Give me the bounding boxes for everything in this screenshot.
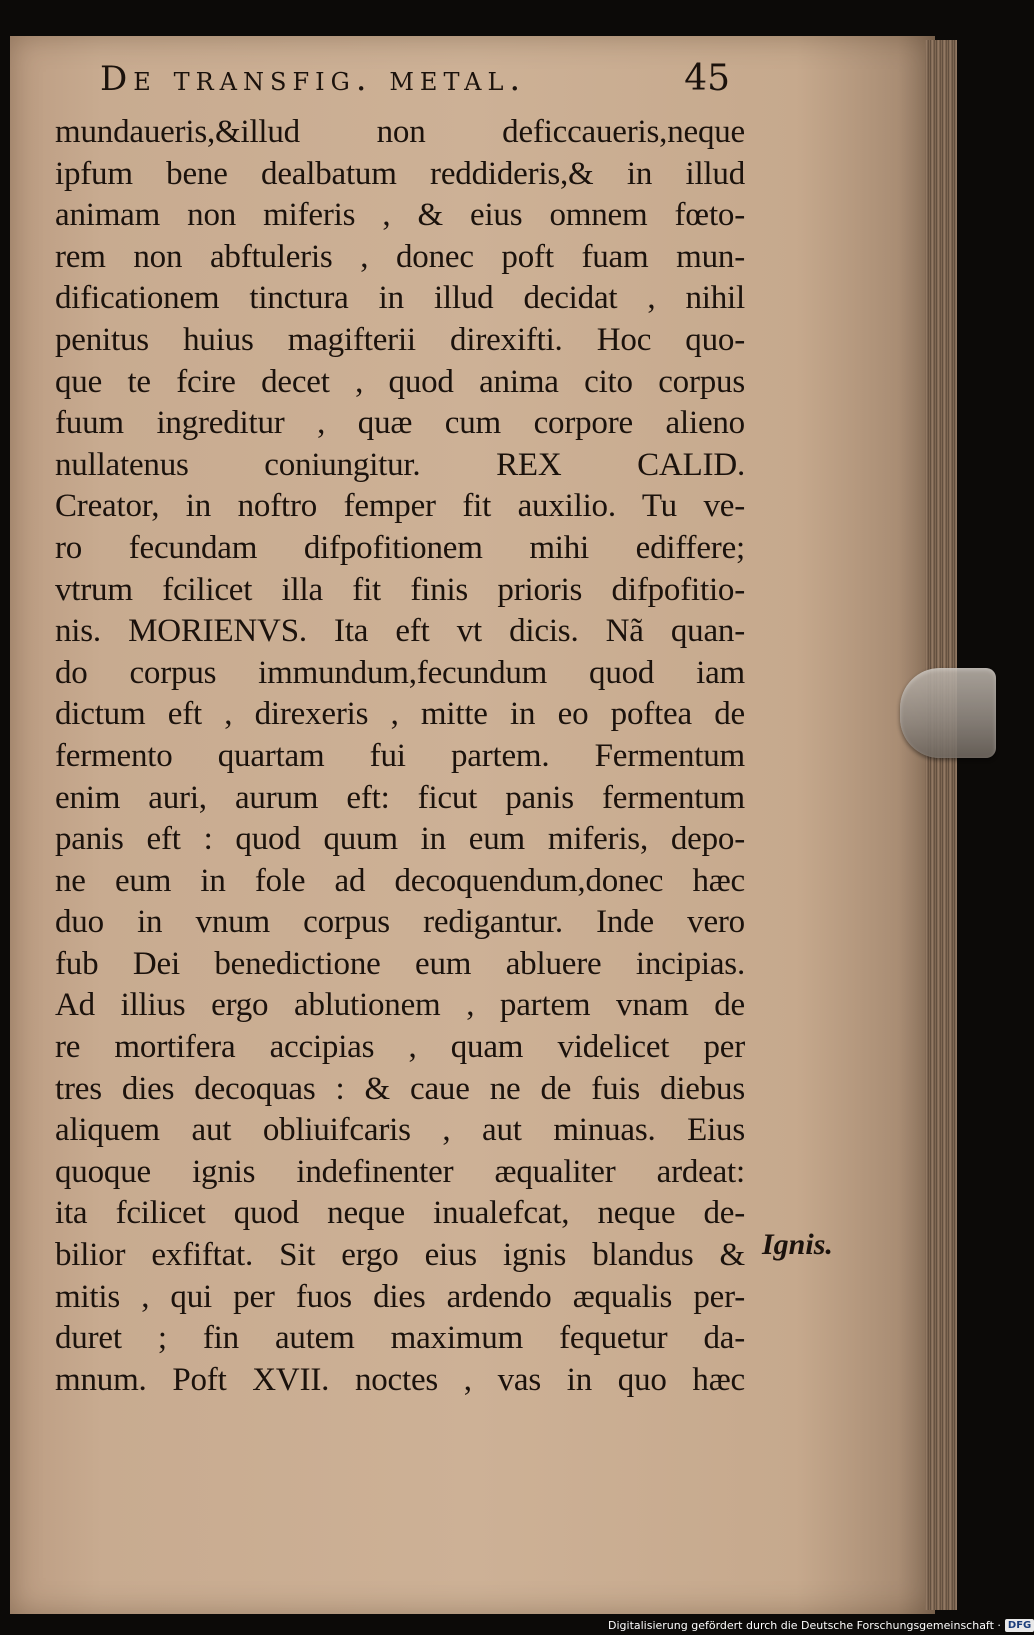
text-line: mnum. Poft XVII. noctes , vas in quo hæc	[55, 1361, 745, 1398]
digitization-credit	[608, 1617, 1034, 1633]
text-line: quoque ignis indefinenter æqualiter ardeat:	[55, 1153, 745, 1190]
marginal-note: Ignis.	[762, 1228, 833, 1261]
text-line: rem non abftuleris , donec poft fuam mun-	[55, 238, 745, 275]
text-line: bilior exfiftat. Sit ergo eius ignis blandus &	[55, 1237, 745, 1274]
text-line: aliquem aut obliuifcaris , aut minuas. Eius	[55, 1112, 745, 1149]
text-line: nis. MORIENVS. Ita eft vt dicis. Nã quan-	[55, 613, 745, 650]
text-line: fuum ingreditur , quæ cum corpore alieno	[55, 405, 745, 442]
text-line: duo in vnum corpus redigantur. Inde vero	[55, 904, 745, 941]
text-line: dictum eft , direxeris , mitte in eo poftea de	[55, 696, 745, 733]
body-text	[55, 112, 745, 1401]
text-line: mitis , qui per fuos dies ardendo æqualis per-	[55, 1278, 745, 1315]
text-line: ne eum in fole ad decoquendum,donec hæc	[55, 862, 745, 899]
text-line: dificationem tinctura in illud decidat , nihil	[55, 280, 745, 317]
bookmark-tab	[900, 668, 996, 758]
credit-text: Digitalisierung gefördert durch die Deutsche Forschungsgemeinschaft ·	[608, 1618, 1001, 1632]
page-header	[100, 58, 730, 108]
text-line: duret ; fin autem maximum fequetur da-	[55, 1320, 745, 1357]
text-line: mundaueris,&illud non deficcaueris,neque	[55, 114, 745, 150]
text-line: animam non miferis , & eius omnem fœto-	[55, 197, 745, 234]
text-line: enim auri, aurum eft: ficut panis fermentum	[55, 779, 745, 816]
text-line: ita fcilicet quod neque inualefcat, neque de-	[55, 1195, 745, 1232]
text-line: panis eft : quod quum in eum miferis, depo-	[55, 821, 745, 858]
text-line: penitus huius magifterii direxifti. Hoc quo-	[55, 321, 745, 358]
text-line: do corpus immundum,fecundum quod iam	[55, 654, 745, 691]
text-line: que te fcire decet , quod anima cito corpus	[55, 363, 745, 400]
text-line: re mortifera accipias , quam videlicet per	[55, 1029, 745, 1066]
text-line: ipfum bene dealbatum reddideris,& in illud	[55, 155, 745, 192]
running-title: De transfig. metal.	[100, 59, 527, 99]
page-edges	[925, 40, 957, 1610]
text-line: nullatenus coniungitur. REX CALID.	[55, 446, 745, 483]
text-line: Creator, in noftro femper fit auxilio. Tu ve-	[55, 488, 745, 525]
text-line: vtrum fcilicet illa fit finis prioris difpofitio-	[55, 571, 745, 608]
text-line: fermento quartam fui partem. Fermentum	[55, 737, 745, 774]
dfg-logo-icon: DFG	[1005, 1619, 1034, 1632]
page-number: 45	[684, 58, 730, 99]
text-line: ro fecundam difpofitionem mihi ediffere;	[55, 529, 745, 566]
text-line: tres dies decoquas : & caue ne de fuis diebus	[55, 1070, 745, 1107]
text-line: Ad illius ergo ablutionem , partem vnam de	[55, 987, 745, 1024]
text-line: fub Dei benedictione eum abluere incipias.	[55, 945, 745, 982]
